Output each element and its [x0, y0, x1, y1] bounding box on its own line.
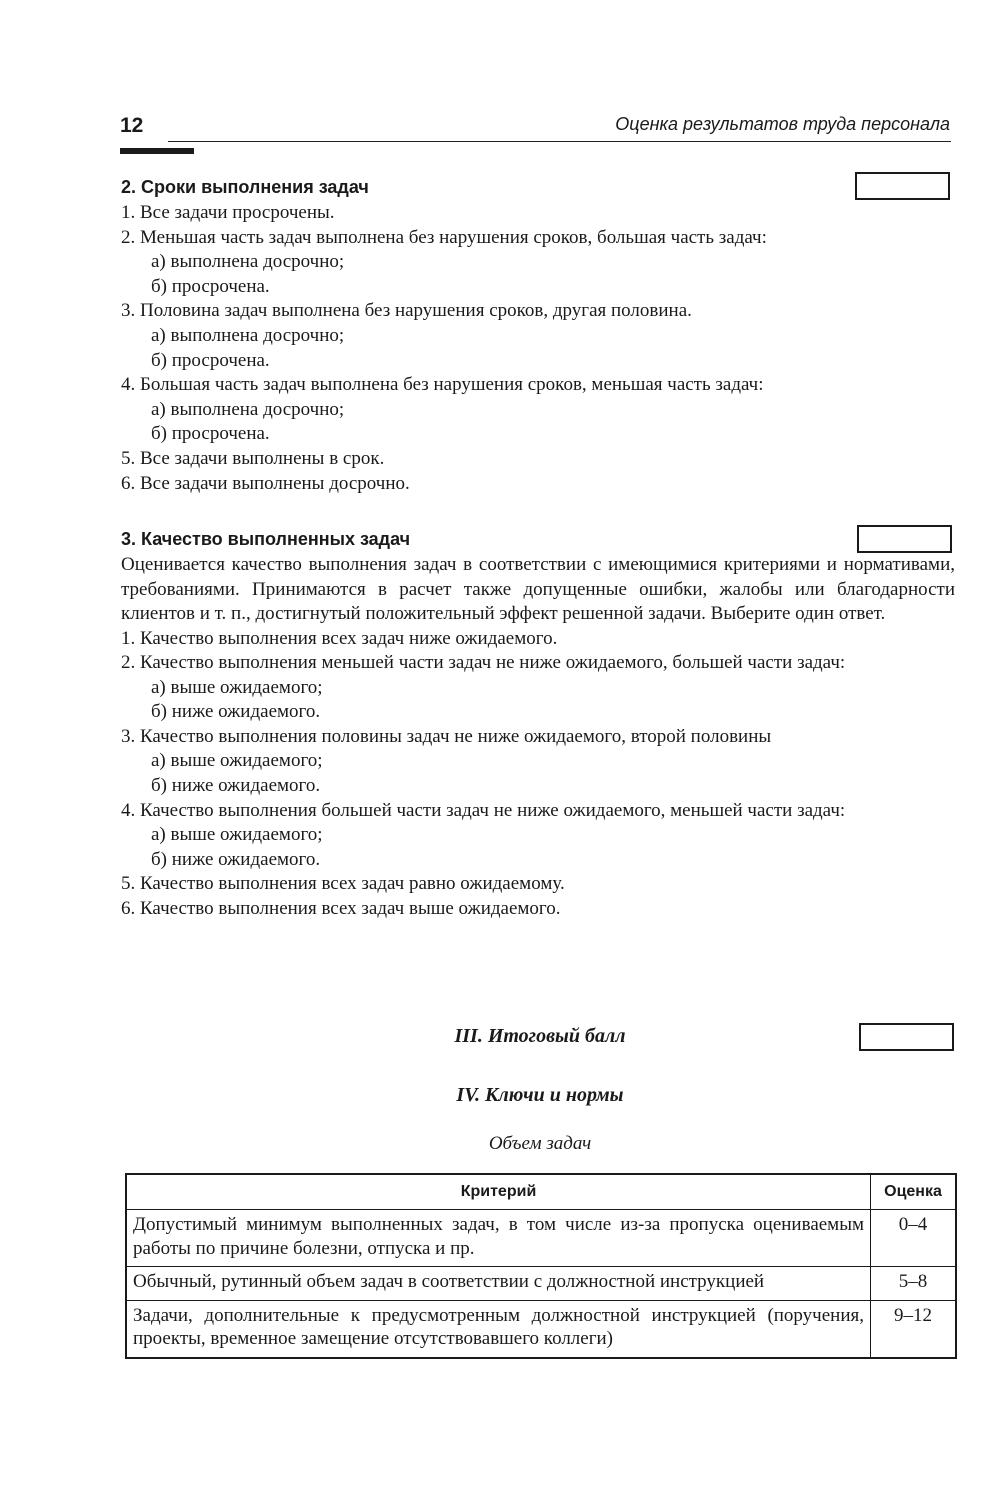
- criterion-cell: Обычный, рутинный объем задач в соответствии с должностной инструкцией: [126, 1267, 871, 1301]
- header-rule: [168, 141, 951, 142]
- list-subitem: б) ниже ожидаемого.: [151, 848, 321, 870]
- list-subitem: а) выше ожидаемого;: [151, 676, 323, 698]
- keys-heading: IV. Ключи и нормы: [456, 1084, 624, 1106]
- list-item: 1. Качество выполнения всех задач ниже ожидаемого.: [121, 627, 558, 649]
- list-item: 3. Половина задач выполнена без нарушения сроков, другая половина.: [121, 300, 692, 322]
- list-item: 3. Качество выполнения половины задач не ниже ожидаемого, второй половины: [121, 725, 772, 747]
- list-subitem: б) ниже ожидаемого.: [151, 701, 321, 723]
- running-title: Оценка результатов труда персонала: [615, 114, 950, 134]
- table-row: [126, 1210, 956, 1267]
- section-intro: Оценивается качество выполнения задач в соответствии с имеющимися критериями и нормативами, требованиями. Принимаются в расчет также допущенные ошибки, жалобы или благодарности клиентов и т. п., достигнутый положительный эффект решенной задачи. Выберите один ответ.: [121, 554, 955, 624]
- list-item: 5. Качество выполнения всех задач равно ожидаемому.: [121, 873, 565, 895]
- table-header-row: [126, 1174, 956, 1210]
- section-title: 2. Сроки выполнения задач: [121, 177, 369, 197]
- final-score-heading: III. Итоговый балл: [454, 1025, 626, 1047]
- score-cell: 9–12: [871, 1300, 957, 1358]
- list-subitem: б) просрочена.: [151, 423, 270, 445]
- table-row: [126, 1300, 956, 1358]
- header-bar: [120, 148, 194, 154]
- column-header-criterion: Критерий: [126, 1174, 871, 1210]
- list-subitem: а) выполнена досрочно;: [151, 324, 345, 346]
- list-subitem: а) выполнена досрочно;: [151, 251, 345, 273]
- list-subitem: а) выше ожидаемого;: [151, 750, 323, 772]
- page-number: 12: [120, 114, 144, 137]
- column-header-score: Оценка: [871, 1174, 957, 1210]
- score-cell: 0–4: [871, 1210, 957, 1267]
- score-box-final[interactable]: [859, 1023, 954, 1051]
- table-row: [126, 1267, 956, 1301]
- list-subitem: а) выполнена досрочно;: [151, 398, 345, 420]
- list-subitem: б) ниже ожидаемого.: [151, 774, 321, 796]
- criterion-cell: Допустимый минимум выполненных задач, в том числе из-за пропуска оцениваемым работы по причине болезни, отпуска и пр.: [126, 1210, 871, 1267]
- score-cell: 5–8: [871, 1267, 957, 1301]
- list-item: 2. Качество выполнения меньшей части задач не ниже ожидаемого, большей части задач:: [121, 652, 846, 674]
- list-item: 1. Все задачи просрочены.: [121, 202, 335, 223]
- list-subitem: б) просрочена.: [151, 275, 270, 297]
- list-item: 4. Большая часть задач выполнена без нарушения сроков, меньшая часть задач:: [121, 374, 764, 396]
- list-item: 4. Качество выполнения большей части задач не ниже ожидаемого, меньшей части задач:: [121, 799, 846, 821]
- table-caption: Объем задач: [488, 1133, 592, 1154]
- section-deadlines: [121, 175, 956, 496]
- list-subitem: а) выше ожидаемого;: [151, 824, 323, 846]
- criteria-table: [125, 1173, 957, 1359]
- list-item: 6. Все задачи выполнены досрочно.: [121, 472, 410, 494]
- section-title: 3. Качество выполненных задач: [121, 529, 411, 549]
- list-item: 6. Качество выполнения всех задач выше ожидаемого.: [121, 897, 561, 919]
- list-item: 2. Меньшая часть задач выполнена без нарушения сроков, большая часть задач:: [121, 226, 767, 248]
- list-item: 5. Все задачи выполнены в срок.: [121, 447, 385, 469]
- criterion-cell: Задачи, дополнительные к предусмотренным должностной инструкцией (поручения, проекты, временное замещение отсутствовавшего коллеги): [126, 1300, 871, 1358]
- list-subitem: б) просрочена.: [151, 349, 270, 371]
- section-quality: [121, 527, 955, 921]
